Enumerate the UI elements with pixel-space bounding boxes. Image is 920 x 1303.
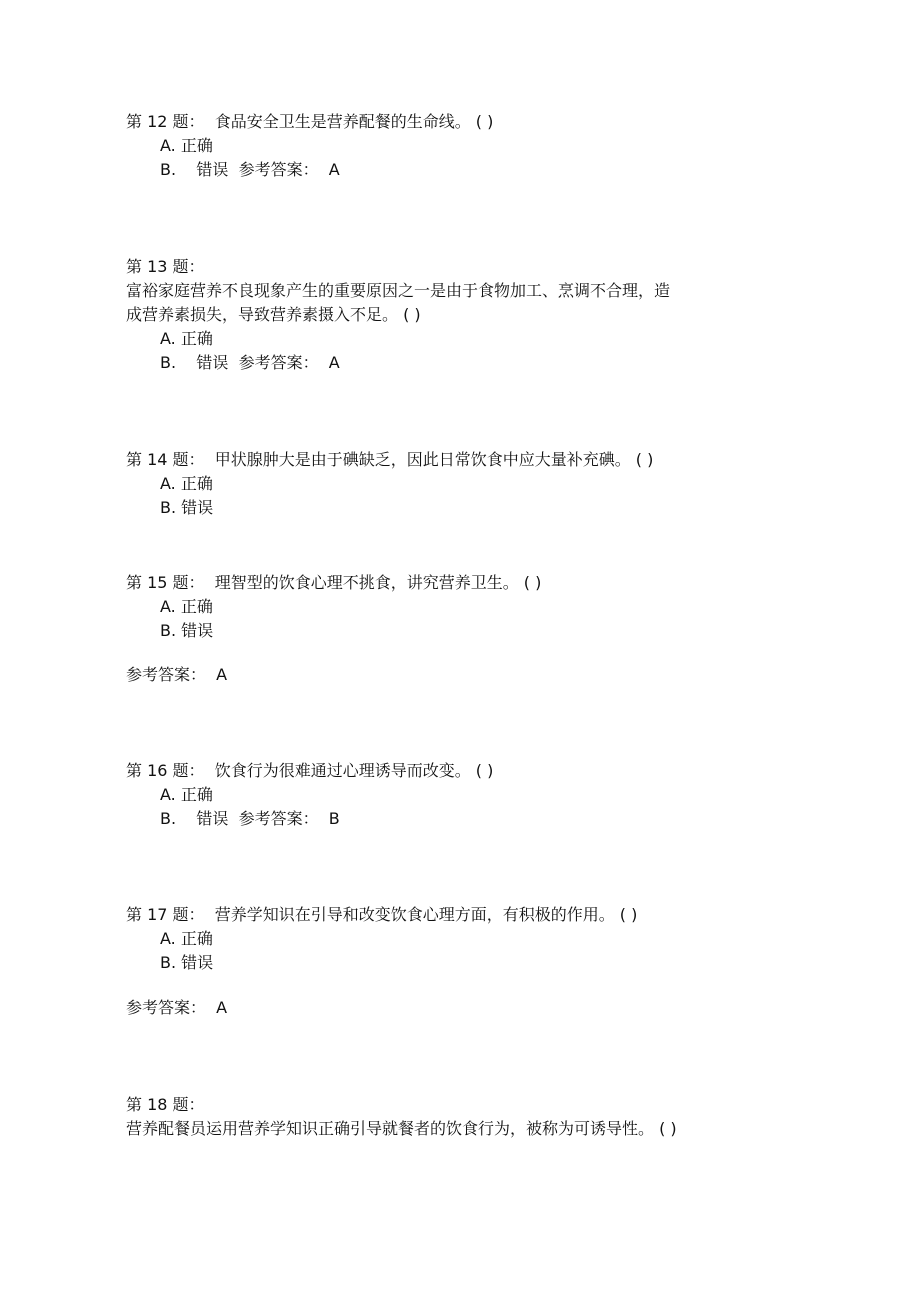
question-17-option-b: B. 错误 bbox=[160, 953, 214, 972]
question-13-heading: 第 13 题： bbox=[126, 257, 205, 276]
question-12-option-a: A. 正确 bbox=[160, 136, 213, 155]
question-15-heading: 第 15 题： 理智型的饮食心理不挑食，讲究营养卫生。 ( ) bbox=[126, 573, 542, 592]
question-18-body-line-1: 营养配餐员运用营养学知识正确引导就餐者的饮食行为，被称为可诱导性。 ( ) bbox=[126, 1119, 677, 1138]
question-15-option-a: A. 正确 bbox=[160, 597, 213, 616]
question-17-option-a: A. 正确 bbox=[160, 929, 213, 948]
question-13-option-a: A. 正确 bbox=[160, 329, 213, 348]
question-16-heading: 第 16 题： 饮食行为很难通过心理诱导而改变。 ( ) bbox=[126, 761, 494, 780]
question-13-body-line-2: 成营养素损失，导致营养素摄入不足。 ( ) bbox=[126, 305, 421, 324]
question-12-option-b-answer: B. 错误 参考答案： A bbox=[160, 160, 340, 179]
question-16-option-a: A. 正确 bbox=[160, 785, 213, 804]
question-14-option-a: A. 正确 bbox=[160, 474, 213, 493]
question-15-option-b: B. 错误 bbox=[160, 621, 214, 640]
question-14-option-b: B. 错误 bbox=[160, 498, 214, 517]
question-16-option-b-answer: B. 错误 参考答案： B bbox=[160, 809, 340, 828]
question-13-option-b-answer: B. 错误 参考答案： A bbox=[160, 353, 340, 372]
question-18-heading: 第 18 题： bbox=[126, 1095, 205, 1114]
question-12-heading: 第 12 题： 食品安全卫生是营养配餐的生命线。 ( ) bbox=[126, 112, 494, 131]
question-17-heading: 第 17 题： 营养学知识在引导和改变饮食心理方面，有积极的作用。 ( ) bbox=[126, 905, 638, 924]
question-15-answer: 参考答案： A bbox=[126, 665, 228, 684]
question-17-answer: 参考答案： A bbox=[126, 998, 228, 1017]
question-14-heading: 第 14 题： 甲状腺肿大是由于碘缺乏，因此日常饮食中应大量补充碘。 ( ) bbox=[126, 450, 654, 469]
question-13-body-line-1: 富裕家庭营养不良现象产生的重要原因之一是由于食物加工、烹调不合理，造 bbox=[126, 281, 671, 300]
